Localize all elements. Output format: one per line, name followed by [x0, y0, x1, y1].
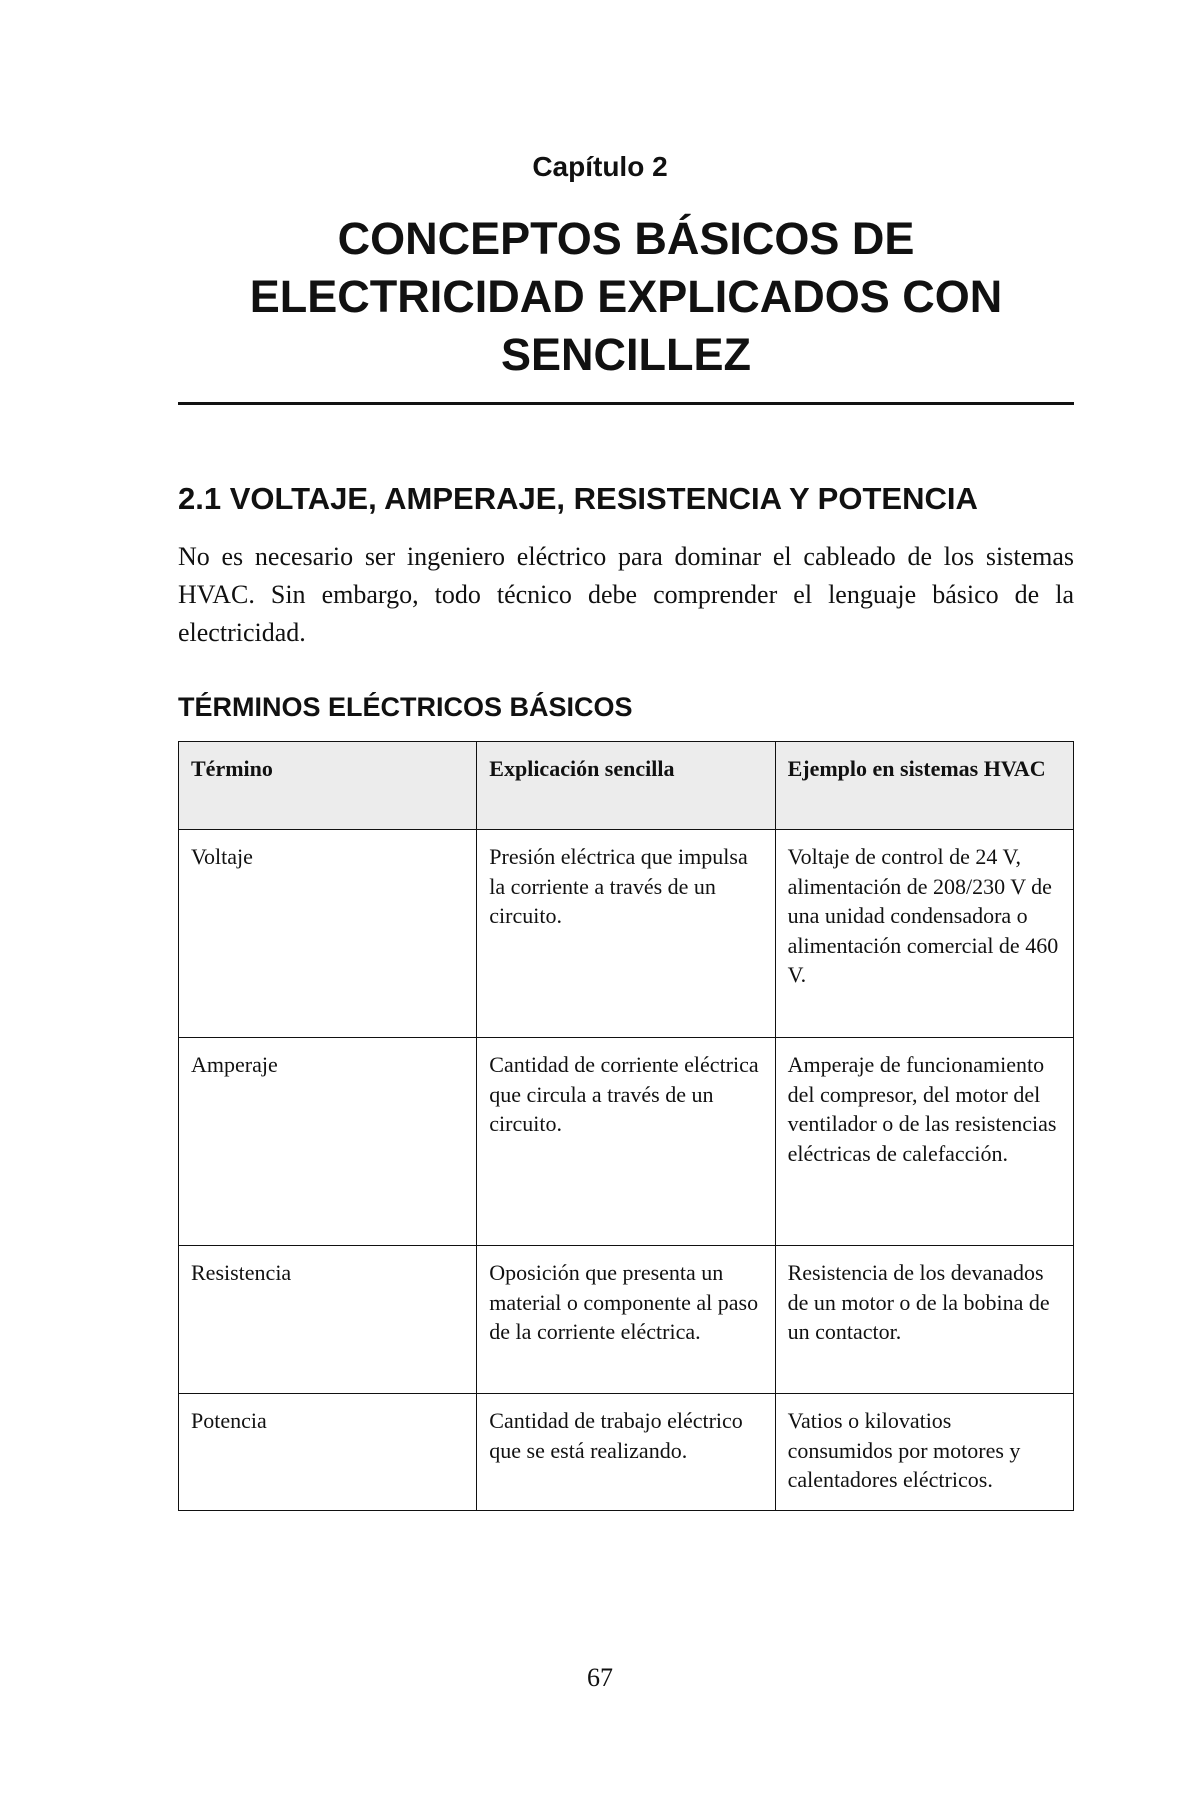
chapter-title: CONCEPTOS BÁSICOS DE ELECTRICIDAD EXPLICADOS CON SENCILLEZ — [249, 213, 1003, 380]
term-cell: Amperaje — [179, 1038, 477, 1246]
explanation-cell: Cantidad de trabajo eléctrico que se está realizando. — [477, 1394, 775, 1511]
section-heading: 2.1 VOLTAJE, AMPERAJE, RESISTENCIA Y POTENCIA — [178, 481, 978, 516]
column-header-example: Ejemplo en sistemas HVAC — [775, 742, 1073, 830]
table-heading: TÉRMINOS ELÉCTRICOS BÁSICOS — [178, 692, 633, 722]
example-cell: Resistencia de los devanados de un motor o de la bobina de un contactor. — [775, 1246, 1073, 1394]
table-row — [179, 1246, 1074, 1394]
term-cell: Potencia — [179, 1394, 477, 1511]
example-cell: Voltaje de control de 24 V, alimentación de 208/230 V de una unidad condensadora o alimentación comercial de 460 V. — [775, 830, 1073, 1038]
chapter-label: Capítulo 2 — [532, 151, 668, 182]
explanation-cell: Presión eléctrica que impulsa la corriente a través de un circuito. — [477, 830, 775, 1038]
intro-paragraph: No es necesario ser ingeniero eléctrico para dominar el cableado de los sistemas HVAC. Sin embargo, todo técnico debe comprender el lenguaje básico de la electricidad. — [178, 542, 1074, 647]
table-header-row — [179, 742, 1074, 830]
column-header-explanation: Explicación sencilla — [477, 742, 775, 830]
example-cell: Vatios o kilovatios consumidos por motores y calentadores eléctricos. — [775, 1394, 1073, 1511]
table-row — [179, 1394, 1074, 1511]
table-row — [179, 1038, 1074, 1246]
table-row — [179, 830, 1074, 1038]
term-cell: Resistencia — [179, 1246, 477, 1394]
title-divider — [178, 402, 1074, 405]
example-cell: Amperaje de funcionamiento del compresor, del motor del ventilador o de las resistencias eléctricas de calefacción. — [775, 1038, 1073, 1246]
explanation-cell: Cantidad de corriente eléctrica que circula a través de un circuito. — [477, 1038, 775, 1246]
column-header-term: Término — [179, 742, 477, 830]
explanation-cell: Oposición que presenta un material o componente al paso de la corriente eléctrica. — [477, 1246, 775, 1394]
page-number: 67 — [587, 1663, 613, 1692]
term-cell: Voltaje — [179, 830, 477, 1038]
terms-table — [178, 741, 1074, 1511]
